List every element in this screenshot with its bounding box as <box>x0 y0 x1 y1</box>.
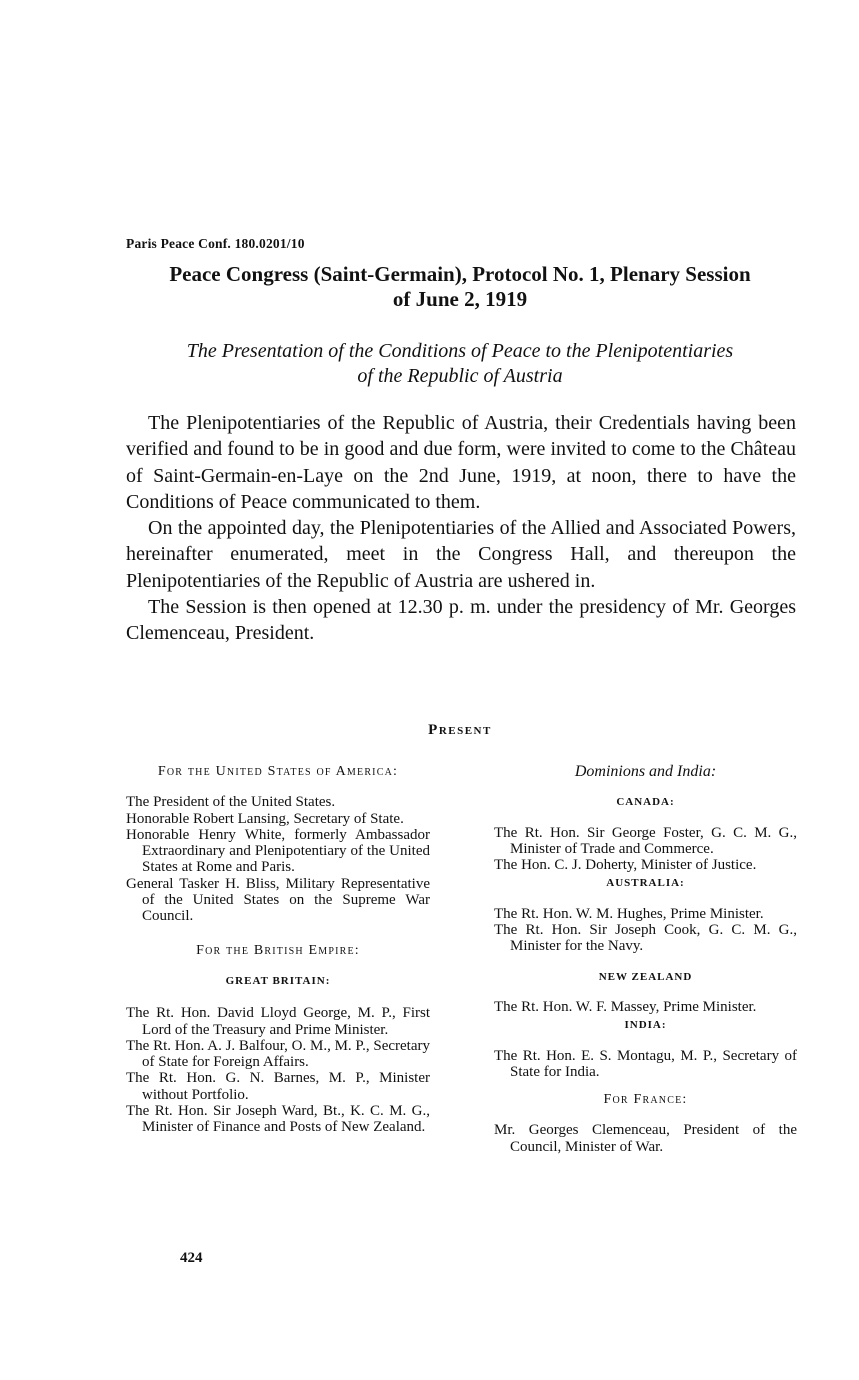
usa-heading: For the United States of America: <box>157 764 399 779</box>
great-britain-subheading: GREAT BRITAIN: <box>225 974 331 987</box>
british-empire-heading: For the British Empire: <box>196 942 360 958</box>
great-britain-entry: The Rt. Hon. David Lloyd George, M. P., First Lord of the Treasury and Prime Minister. <box>126 1005 430 1038</box>
australia-entry: The Rt. Hon. Sir Joseph Cook, G. C. M. G., Minister for the Navy. <box>494 922 797 955</box>
dominions-heading: Dominions and India: <box>574 763 717 780</box>
document-subtitle-line-1: The Presentation of the Conditions of Peace to the Plenipotentiaries <box>186 340 734 362</box>
india-subheading: INDIA: <box>624 1019 667 1032</box>
france-heading: For France: <box>603 1092 688 1108</box>
page-number: 424 <box>180 1250 203 1266</box>
canada-subheading: CANADA: <box>616 796 675 809</box>
canada-entry: The Rt. Hon. Sir George Foster, G. C. M. G., Minister of Trade and Commerce. <box>494 824 797 857</box>
left-column <box>126 764 430 1136</box>
usa-entry: Honorable Robert Lansing, Secretary of State. <box>126 810 404 827</box>
canada-entry: The Hon. C. J. Doherty, Minister of Justice. <box>494 857 757 874</box>
file-reference: Paris Peace Conf. 180.0201/10 <box>126 236 305 251</box>
usa-entry: The President of the United States. <box>126 794 336 811</box>
great-britain-entry: The Rt. Hon. Sir Joseph Ward, Bt., K. C. M. G., Minister of Finance and Posts of New Zealand. <box>126 1103 430 1136</box>
present-heading: Present <box>428 722 492 738</box>
france-entry: Mr. Georges Clemenceau, President of the Council, Minister of War. <box>494 1122 797 1155</box>
paragraph-3: The Session is then opened at 12.30 p. m. under the presidency of Mr. Georges Clemenceau, President. <box>126 596 796 645</box>
new-zealand-entry: The Rt. Hon. W. F. Massey, Prime Minister. <box>494 998 757 1015</box>
document-subtitle <box>110 339 810 389</box>
great-britain-entry: The Rt. Hon. G. N. Barnes, M. P., Minister without Portfolio. <box>126 1070 430 1103</box>
paragraph-1: The Plenipotentiaries of the Republic of Austria, their Credentials having been verified and found to be in good and due form, were invited to come to the Château of Saint-Germain-en-Laye on the 2nd June, 1919, at noon, there to have the Conditions of Peace communicated to them. <box>126 412 796 513</box>
great-britain-entry: The Rt. Hon. A. J. Balfour, O. M., M. P., Secretary of State for Foreign Affairs. <box>126 1037 430 1071</box>
body-text <box>126 410 796 647</box>
usa-entry: Honorable Henry White, formerly Ambassador Extraordinary and Plenipotentiary of the United States at Rome and Paris. <box>126 826 430 876</box>
document-title-line-1: Peace Congress (Saint-Germain), Protocol No. 1, Plenary Session <box>169 262 751 286</box>
paragraph-2: On the appointed day, the Plenipotentiaries of the Allied and Associated Powers, hereinafter enumerated, meet in the Congress Hall, and thereupon the Plenipotentiaries of the Republic of Austria are ushered in. <box>126 517 796 592</box>
document-title <box>110 262 810 312</box>
australia-entry: The Rt. Hon. W. M. Hughes, Prime Minister. <box>494 905 764 922</box>
document-title-line-2: of June 2, 1919 <box>392 287 528 311</box>
usa-entry: General Tasker H. Bliss, Military Representative of the United States on the Supreme War Council. <box>126 875 430 925</box>
document-subtitle-line-2: of the Republic of Austria <box>357 365 563 387</box>
right-column <box>494 764 797 1155</box>
india-entry: The Rt. Hon. E. S. Montagu, M. P., Secretary of State for India. <box>494 1047 797 1080</box>
new-zealand-subheading: NEW ZEALAND <box>598 970 693 983</box>
australia-subheading: AUSTRALIA: <box>606 877 685 890</box>
